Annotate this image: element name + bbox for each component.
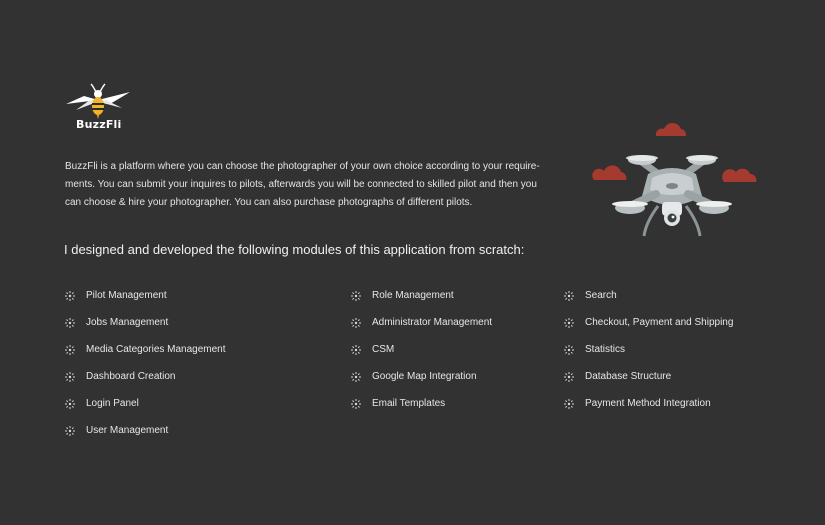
- sparkle-icon: [563, 290, 575, 302]
- module-label: Jobs Management: [86, 317, 169, 328]
- module-item: [350, 390, 492, 417]
- module-item: [563, 282, 733, 309]
- module-item: [350, 336, 492, 363]
- module-item: [64, 309, 226, 336]
- modules-column-1: [64, 282, 226, 444]
- module-item: [563, 336, 733, 363]
- brand-logo-text: BuzzFli: [76, 118, 122, 131]
- sparkle-icon: [64, 290, 76, 302]
- modules-column-3: [563, 282, 733, 417]
- module-label: Email Templates: [372, 398, 446, 409]
- module-label: Login Panel: [86, 398, 139, 409]
- sparkle-icon: [350, 398, 362, 410]
- module-item: [563, 390, 733, 417]
- module-label: User Management: [86, 425, 169, 436]
- module-item: [64, 417, 226, 444]
- module-label: Payment Method Integration: [585, 398, 711, 409]
- intro-paragraph: BuzzFli is a platform where you can choose the photographer of your own choice according to your require-ments. You can submit your inquires to pilots, afterwards you will be connected to skilled pilot and then you can choose & hire your photographer. You can also purchase photographs of different pilots.: [65, 161, 540, 208]
- brand-logo: [64, 82, 132, 134]
- module-label: Role Management: [372, 290, 454, 301]
- sparkle-icon: [563, 371, 575, 383]
- sparkle-icon: [350, 317, 362, 329]
- module-item: [64, 363, 226, 390]
- module-label: Media Categories Management: [86, 344, 226, 355]
- module-item: [64, 282, 226, 309]
- sparkle-icon: [563, 398, 575, 410]
- sparkle-icon: [350, 344, 362, 356]
- module-label: Checkout, Payment and Shipping: [585, 317, 734, 328]
- bee-icon: [64, 82, 132, 122]
- module-label: Search: [585, 290, 617, 301]
- module-item: [563, 309, 733, 336]
- module-label: Statistics: [585, 344, 626, 355]
- drone-illustration: [590, 114, 760, 242]
- module-label: CSM: [372, 344, 395, 355]
- sparkle-icon: [64, 371, 76, 383]
- module-item: [350, 309, 492, 336]
- sparkle-icon: [350, 371, 362, 383]
- module-item: [350, 363, 492, 390]
- module-item: [350, 282, 492, 309]
- sparkle-icon: [563, 317, 575, 329]
- sparkle-icon: [350, 290, 362, 302]
- sparkle-icon: [64, 344, 76, 356]
- module-label: Google Map Integration: [372, 371, 477, 382]
- module-label: Administrator Management: [372, 317, 493, 328]
- sparkle-icon: [64, 425, 76, 437]
- module-label: Pilot Management: [86, 290, 167, 301]
- sparkle-icon: [64, 317, 76, 329]
- modules-heading: I designed and developed the following modules of this application from scratch:: [64, 242, 525, 257]
- module-item: [563, 363, 733, 390]
- module-label: Dashboard Creation: [86, 371, 176, 382]
- modules-column-2: [350, 282, 492, 417]
- sparkle-icon: [64, 398, 76, 410]
- module-item: [64, 336, 226, 363]
- module-item: [64, 390, 226, 417]
- module-label: Database Structure: [585, 371, 672, 382]
- sparkle-icon: [563, 344, 575, 356]
